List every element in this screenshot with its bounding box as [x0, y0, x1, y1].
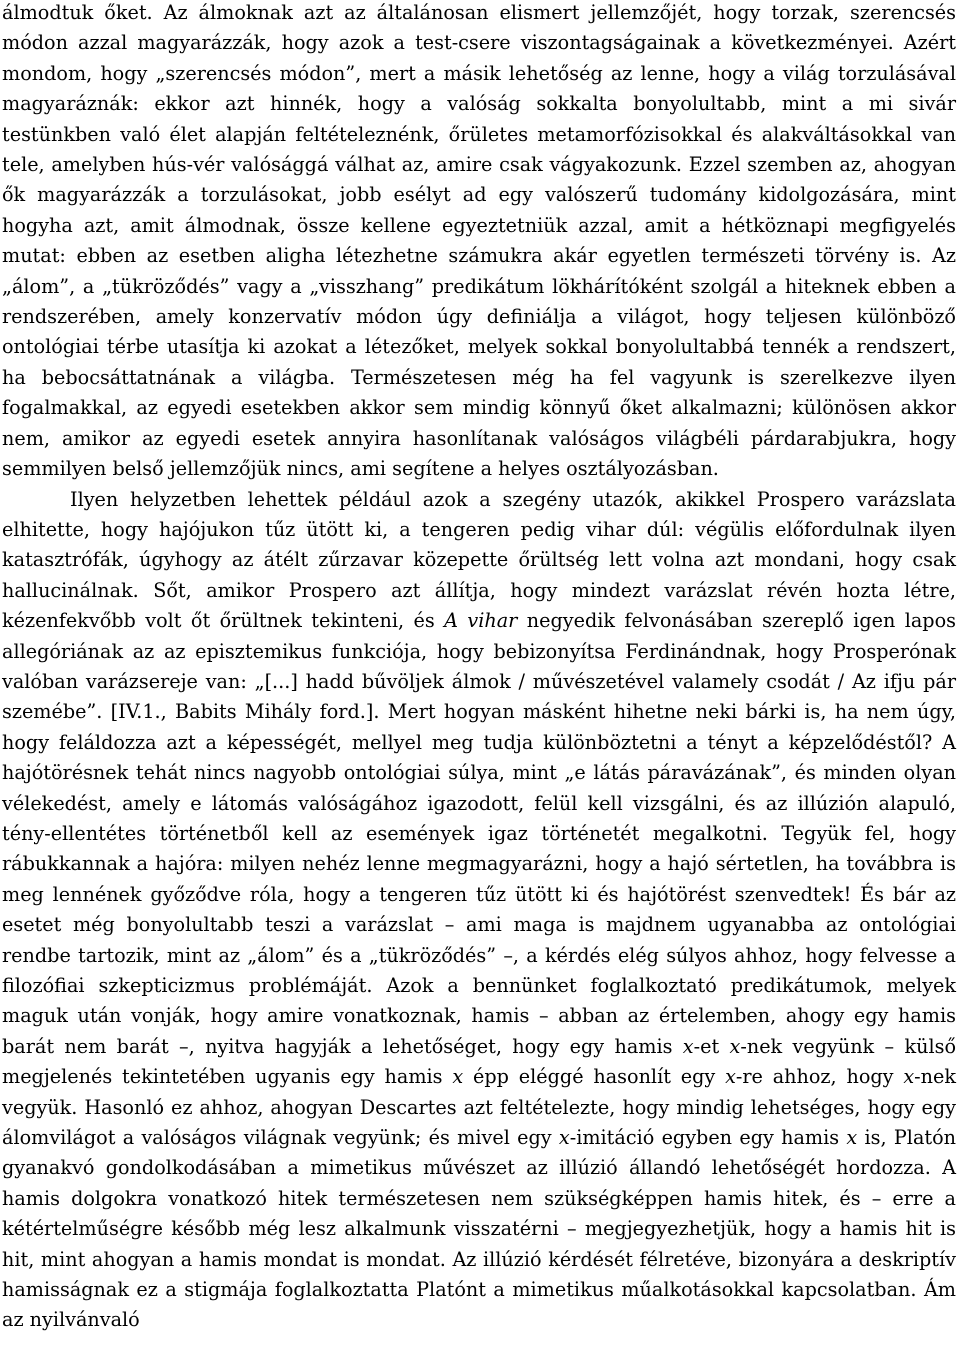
paragraph-2: [2, 485, 956, 1336]
text-segment: épp eléggé hasonlít egy: [463, 1065, 726, 1089]
document-page: [2, 0, 956, 1336]
italic-text-segment: x: [903, 1065, 915, 1089]
italic-text-segment: A vihar: [444, 609, 518, 633]
text-segment: negyedik felvonásában szereplő igen lapos allegóriának az az episztemikus funkciója, hogy bebizonyítsa Ferdinándnak, hogy Prosperónak valóban varázsereje van: „[...] hadd bűvöljek álmok / művészetével valamely csodát / Az ifju pár szemébe”. [IV.1., Babits Mihály ford.]. Mert hogyan másként hihetne neki bárki is, ha nem úgy, hogy feláldozza azt a képességét, mellyel meg tudja különböztetni a tényt a képzelődéstől? A hajótörésnek tehát nincs nagyobb ontológiai súlya, mint „e látás páravázának”, és minden olyan vélekedést, amely e látomás valóságához igazodott, felül kell vizsgálni, és az illúzión alapuló, tény-ellentétes történetből kell az események igaz történetét megalkotni. Tegyük fel, hogy rábukkannak a hajóra: milyen nehéz lenne megmagyarázni, hogy a hajó sértetlen, ha továbbra is meg lennének győződve róla, hogy a tengeren tűz ütött ki és hajótörést szenvedtek! És bár az esetet még bonyolultabb teszi a varázslat – ami maga is majdnem ugyanabba az ontológiai rendbe tartozik, mint az „álom” és a „tükröződés” –, a kérdés elég súlyos ahhoz, hogy felvesse a filozófiai szkepticizmus problémáját. Azok a bennünket foglalkoztató predikátumok, melyek maguk után vonják, hogy amire vonatkoznak, hamis – abban az értelemben, ahogy egy hamis barát nem barát –, nyitva hagyják a lehetőséget, hogy egy hamis: [2, 609, 956, 1058]
text-segment: Ilyen helyzetben lehettek például azok a szegény utazók, akikkel Prospero varázslata elhitette, hogy hajójukon tűz ütött ki, a tengeren pedig vihar dúl: végülis előfordulnak ilyen katasztrófák, úgyhogy az átélt zűrzavar közepette őrültség lett volna azt mondani, hogy csak hallucinálnak. Sőt, amikor Prospero azt állítja, hogy mindezt varázslat révén hozta létre, kézenfekvőbb volt őt őrültnek tekinteni, és: [2, 487, 956, 633]
text-segment: -re ahhoz, hogy: [735, 1065, 904, 1089]
italic-text-segment: x: [452, 1065, 464, 1089]
italic-text-segment: x: [729, 1034, 741, 1058]
italic-text-segment: x: [846, 1126, 858, 1150]
text-segment: -nek vegyünk – külső megjelenés tekintetében ugyanis egy hamis: [2, 1034, 956, 1089]
italic-text-segment: x: [682, 1034, 694, 1058]
italic-text-segment: x: [725, 1065, 736, 1089]
text-segment: -imitáció egyben egy hamis: [569, 1126, 847, 1150]
italic-text-segment: x: [558, 1126, 570, 1150]
text-segment: is, Platón gyanakvó gondolkodásában a mimetikus művészet az illúzió állandó lehetőségét hordozza. A hamis dolgokra vonatkozó hitek természetesen nem szükségképpen hamis hitek, és – erre a kétértelműségre később még lesz alkalmunk visszatérni – megjegyezhetjük, hogy a hamis hit is hit, mint ahogyan a hamis mondat is mondat. Az illúzió kérdését félretéve, bizonyára a deskriptív hamisságnak ez a stigmája foglalkoztatta Platónt a mimetikus műalkotásokkal kapcsolatban. Ám az nyilvánvaló: [2, 1126, 957, 1332]
paragraph-1: [2, 0, 956, 485]
text-segment: -nek vegyük. Hasonló ez ahhoz, ahogyan Descartes azt feltételezte, hogy mindig lehetséges, hogy egy álomvilágot a valóságos világnak vegyünk; és mivel egy: [2, 1065, 956, 1150]
text-segment: álmodtuk őket. Az álmoknak azt az általánosan elismert jellemzőjét, hogy torzak, szerencsés módon azzal magyarázzák, hogy azok a test-csere viszontagságainak a következményei. Azért mondom, hogy „szerencsés módon”, mert a másik lehetőség az lenne, hogy a világ torzulásával magyaráznák: ekkor azt hinnék, hogy a valóság sokkalta bonyolultabb, mint a mi sivár testünkben való élet alapján feltételeznénk, őrületes metamorfózisokkal és alakváltásokkal van tele, amelyben hús-vér valósággá válhat az, amire csak vágyakozunk. Ezzel szemben az, ahogyan ők magyarázzák a torzulásokat, jobb esélyt ad egy valószerű tudomány kidolgozására, mint hogyha azt, amit álmodnak, össze kellene egyeztetniük azzal, amit a hétköznapi megfigyelés mutat: ebben az esetben aligha létezhetne számukra akár egyetlen természeti törvény is. Az „álom”, a „tükröződés” vagy a „visszhang” predikátum lökhárítóként szolgál a hiteknek ebben a rendszerében, amely konzervatív módon úgy definiálja a világot, hogy teljesen különböző ontológiai térbe utasítja ki azokat a létezőket, melyek sokkal bonyolultabbá tennék a rendszert, ha bebocsáttatnának a világba. Természetesen még ha fel vagyunk is szerelkezve ilyen fogalmakkal, az egyedi esetekben akkor sem mindig könnyű őket alkalmazni; különösen akkor nem, amikor az egyedi esetek annyira hasonlítanak valóságos világbéli párdarabjukra, hogy semmilyen belső jellemzőjük nincs, ami segítene a helyes osztályozásban.: [2, 1, 956, 481]
text-segment: -et: [693, 1034, 730, 1058]
